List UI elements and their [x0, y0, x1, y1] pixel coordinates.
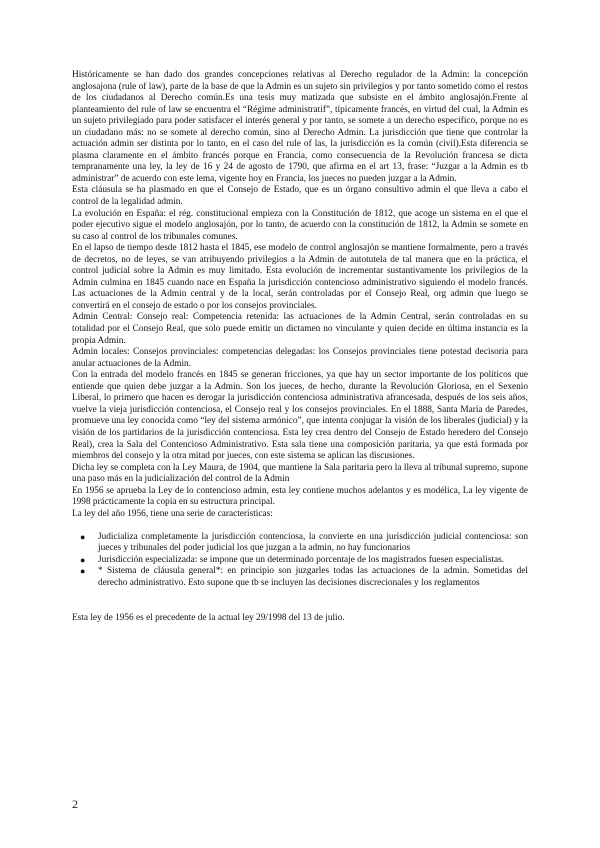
paragraph: Con la entrada del modelo francés en 1845 se generan fricciones, ya que hay un sector importante de los políticos que entiende que quien debe juzgar a la Admin. Son los jueces, de hecho, durante la Revolución Gloriosa, en el Sexenio Liberal, lo primero que hacen es derogar la jurisdicción contenciosa administrativa afrancesada, después de los seis años, vuelve la vieja jurisdicción contenciosa, el Consejo real y los consejos provinciales. En el 1888, Santa María de Paredes, promueve una ley conocida como “ley del sistema armónico”, que intenta conjugar la visión de los liberales (judicial) y la visión de los partidarios de la jurisdicción contenciosa. Esta ley crea dentro del Consejo de Estado heredero del Consejo Real), crea la Sala del Contencioso Administrativo. Esta sala tiene una composición paritaria, ya que está formada por miembros del consejo y la otra mitad por jueces, con este sistema se aplican las discusiones.: [72, 370, 528, 462]
paragraph: La ley del año 1956, tiene una serie de características:: [72, 508, 273, 519]
bullet-icon: ●: [80, 531, 86, 542]
closing-paragraph: Esta ley de 1956 es el precedente de la actual ley 29/1998 del 13 de julio.: [72, 612, 345, 623]
list-item-text: Jurisdicción especializada: se impone que un determinado porcentaje de los magistrados fuesen especialistas.: [98, 554, 505, 565]
paragraph: Admin Central: Consejo real: Competencia retenida: las actuaciones de la Admin Central, serán controladas en su totalidad por el Consejo Real, que solo puede emitir un dictamen no vinculante y quien decide en última instancia es la propia Admin.: [72, 312, 528, 346]
paragraph: Dicha ley se completa con la Ley Maura, de 1904, que mantiene la Sala paritaria pero la lleva al tribunal supremo, supone una paso más en la judicialización del control de la Admin: [72, 462, 528, 485]
characteristics-list: [72, 532, 528, 590]
list-item-text: * Sistema de cláusula general*: en principio son juzgarles todas las actuaciones de la admin. Sometidas del derecho administrativo. Esto supone que tb se incluyen las decisiones discrecionales y los reglamentos: [98, 566, 528, 589]
list-item: [80, 555, 528, 567]
page-number: 2: [72, 797, 78, 811]
paragraph: En el lapso de tiempo desde 1812 hasta el 1845, ese modelo de control anglosajón se mantiene formalmente, pero a través de decretos, no de leyes, se van atribuyendo privilegios a la Admin de autotutela de tal manera que en la práctica, el control judicial sobre la Admin es muy limitado. Esta evolución de incrementar sustantivamente los privilegios de la Admin culmina en 1845 cuando nace en España la jurisdicción contencioso administrativo siguiendo el modelo francés. Las actuaciones de la Admin central y de la local, serán controladas por el Consejo Real, org admin que luego se convertirá en el consejo de estado o por los consejos provinciales.: [72, 243, 528, 311]
paragraph: En 1956 se aprueba la Ley de lo contencioso admin, esta ley contiene muchos adelantos y es modélica, La ley vigente de 1998 prácticamente la copia en su estructura principal.: [72, 485, 528, 508]
paragraph: La evolución en España: el rég. constitucional empieza con la Constitución de 1812, que acoge un sistema en el que el poder ejecutivo sigue el modelo anglosajón, por lo tanto, de acuerdo con la constitución de 1812, la Admin se somete en su caso al control de los tribunales comunes.: [72, 208, 528, 242]
bullet-icon: ●: [80, 554, 86, 565]
paragraph: Históricamente se han dado dos grandes concepciones relativas al Derecho regulador de la Admin: la concepción anglosajona (rule of law), parte de la base de que la Admin es un sujeto sin privilegios y por tanto sometido como el restos de los ciudadanos al Derecho común.Es una tesis muy matizada que subsiste en el ámbito anglosajón.Frente al planteamiento del rule of law se encuentra el “Régime administratif”, típicamente francés, en virtud del cual, la Admin es un sujeto privilegiado para poder satisfacer el interés general y por tanto, se somete a un derecho específico, porque no es un ciudadano más: no se somete al derecho común, sino al Derecho Admin. La jurisdicción que tiene que controlar la actuación admin ser distinta por lo tanto, en el caso del rule of las, la jurisdicción es la común (civil).Esta diferencia se plasma claramente en el ámbito francés porque en Francia, como consecuencia de la Revolución francesa se dicta tempranamente una ley, la ley de 16 y 24 de agosto de 1790, que afirma en el art 13, frase: “Juzgar a la Admin es tb administrar” de acuerdo con este lema, vigente hoy en Francia, los jueces no pueden juzgar a la Admin.: [72, 70, 528, 184]
paragraph: Esta cláusula se ha plasmado en que el Consejo de Estado, que es un órgano consultivo admin el que lleva a cabo el control de la legalidad admin.: [72, 185, 528, 208]
paragraph: Admin locales: Consejos provinciales: competencias delegadas: los Consejos provinciales tiene potestad decisoria para anular actuaciones de la Admin.: [72, 347, 528, 369]
bullet-icon: ●: [80, 566, 86, 577]
document-body: [72, 70, 528, 624]
list-item: [80, 532, 528, 555]
list-item-text: Judicializa completamente la jurisdicción contenciosa, la convierte en una jurisdicción judicial contenciosa: son jueces y tribunales del poder judicial los que juzgan a la admin, no hay funcionarios: [98, 531, 528, 554]
list-item: [80, 566, 528, 589]
